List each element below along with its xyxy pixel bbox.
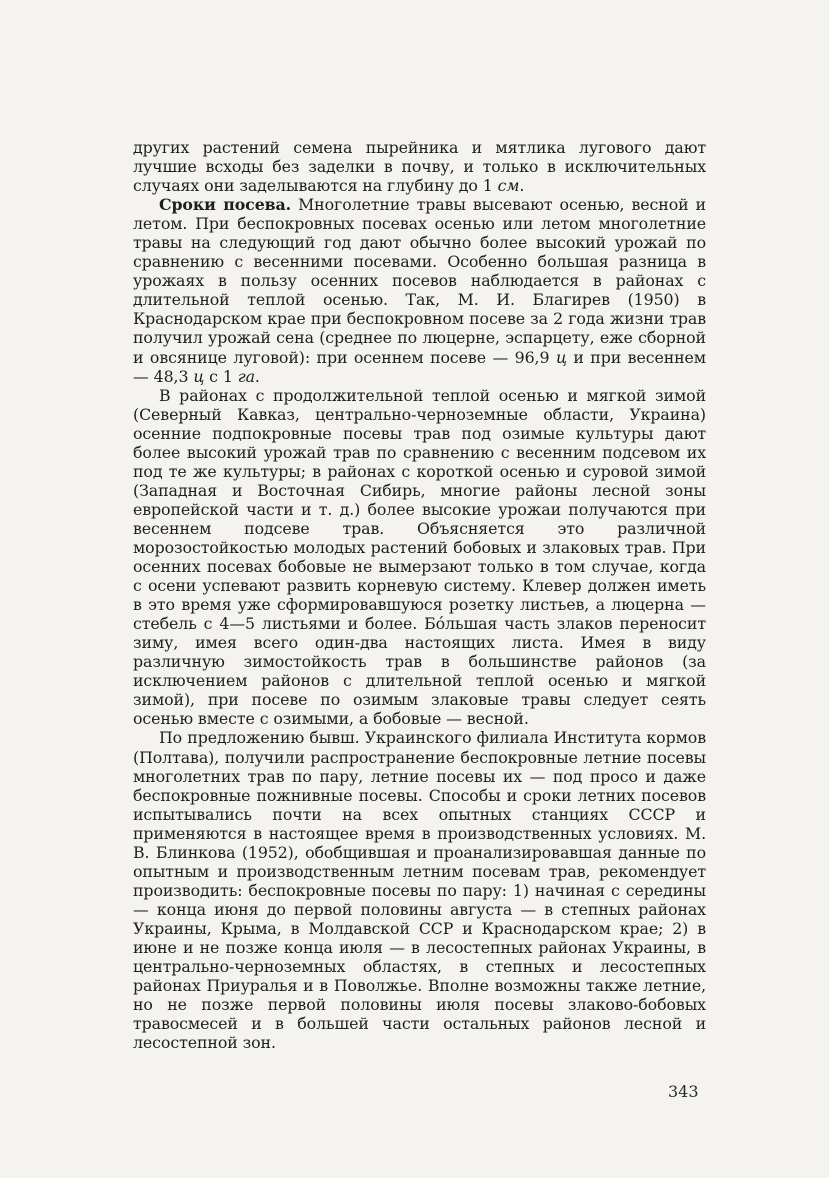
text-run: . xyxy=(254,366,260,386)
unit-hectare: га xyxy=(237,366,255,386)
section-run-in-heading: Сроки посева. xyxy=(159,195,292,215)
text-run: других растений семена пырейника и мятлика лугового дают лучшие всходы без заделки в почву, и только в исключительных случаях они заделываются на глубину до 1 xyxy=(133,138,706,196)
unit-cm: см xyxy=(497,176,520,196)
text-run: с 1 xyxy=(204,366,238,386)
paragraph-regions xyxy=(133,386,706,729)
text-run: и при весеннем — 48,3 xyxy=(133,347,706,386)
paragraph-continued xyxy=(133,138,706,195)
page-number: 343 xyxy=(668,1082,699,1101)
text-run: . xyxy=(519,176,525,196)
unit-centner: ц xyxy=(193,366,205,386)
text-run: По предложению бывш. Украинского филиала Института кормов (Полтава), получили распространение беспокровные летние посевы многолетних трав по пару, летние посевы их — под просо и даже беспокровные пожнивные посевы. Способы и сроки летних посевов испытывались почти на всех опытных станциях СССР и применяются в настоящее время в производственных условиях. М. В. Блинкова (1952), обобщившая и проанализировавшая данные по опытным и производственным летним посевам трав, рекомендует производить: беспокровные посевы по пару: 1) начиная с середины — конца июня до первой половины августа — в степных районах Украины, Крыма, в Молдавской ССР и Краснодарском крае; 2) в июне и не позже конца июля — в лесостепных районах Украины, в центрально-черноземных областях, в степных и лесостепных районах Приуралья и в Поволжье. Вполне возможны также летние, но не позже первой половины июля посевы злаково-бобовых травосмесей и в большей части остальных районов лесной и лесостепной зон. xyxy=(133,728,706,1053)
text-run: В районах с продолжительной теплой осенью и мягкой зимой (Северный Кавказ, центрально-черноземные области, Украина) осенние подпокровные посевы трав под озимые культуры дают более высокий урожай трав по сравнению с весенним подсевом их под те же культуры; в районах с короткой осенью и суровой зимой (Западная и Восточная Сибирь, многие районы лесной зоны европейской части и т. д.) более высокие урожаи получаются при весеннем подсеве трав. Объясняется это различной морозостойкостью молодых растений бобовых и злаковых трав. При осенних посевах бобовые не вымерзают только в том случае, когда с осени успевают развить корневую систему. Клевер должен иметь в это время уже сформировавшуюся розетку листьев, а люцерна — стебель с 4—5 листьями и более. Бо́льшая часть злаков переносит зиму, имея всего один-два настоящих листа. Имея в виду различную зимостойкость трав в большинстве районов (за исключением районов с длительной теплой осенью и мягкой зимой), при посеве по озимым злаковые травы следует сеять осенью вместе с озимыми, а бобовые — весной. xyxy=(133,385,706,729)
unit-centner: ц xyxy=(555,347,567,367)
paragraph-sowing-dates xyxy=(133,195,706,385)
body-text xyxy=(133,138,706,1052)
text-run: Многолетние травы высевают осенью, весной и летом. При беспокровных посевах осенью или летом многолетние травы на следующий год дают обычно более высокий урожай по сравнению с весенними посевами. Особенно большая разница в урожаях в пользу осенних посевов наблюдается в районах с длительной теплой осенью. Так, М. И. Благирев (1950) в Краснодарском крае при беспокровном посеве за 2 года жизни трав получил урожай сена (среднее по люцерне, эспарцету, еже сборной и овсянице луговой): при осеннем посеве — 96,9 xyxy=(133,195,706,367)
paragraph-summer-sowing xyxy=(133,728,706,1052)
